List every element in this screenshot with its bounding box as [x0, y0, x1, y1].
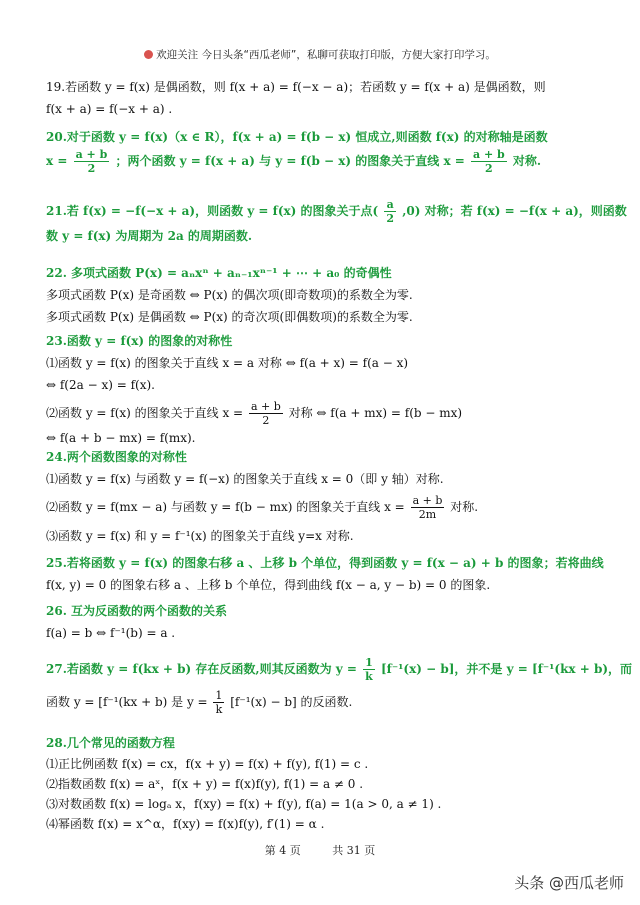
item-23-title: 23.函数 y = f(x) 的图象的对称性	[46, 334, 233, 348]
watermark-brand: 头条 @西瓜老师	[514, 874, 624, 892]
item-23-line-2: ⇔ f(2a − x) = f(x).	[46, 378, 155, 392]
fraction	[74, 148, 110, 175]
item-27-line-2	[46, 689, 598, 716]
item-20-line-2	[46, 148, 598, 175]
item-27-post: [f⁻¹(x) − b]，并不是 y = [f⁻¹(kx + b)，而	[381, 662, 633, 676]
item-27	[46, 656, 633, 716]
item-21-post: ,0) 对称；若 f(x) = −f(x + a)，则函数	[402, 204, 627, 218]
item-22-title: 22. 多项式函数 P(x) = aₙxⁿ + aₙ₋₁xⁿ⁻¹ + ⋯ + a₀ 的奇偶性	[46, 266, 392, 280]
item-28-line-2: ⑵指数函数 f(x) = aˣ，f(x + y) = f(x)f(y), f(1) = a ≠ 0 .	[46, 777, 364, 791]
fraction	[411, 494, 445, 521]
item-23-post: 对称 ⇔ f(a + mx) = f(b − mx)	[288, 406, 463, 420]
item-22	[46, 262, 598, 328]
item-20-line-1: 20.对于函数 y = f(x)（x ∈ R），f(x + a) = f(b − x) 恒成立,则函数 f(x) 的对称轴是函数	[46, 130, 548, 144]
item-21-pre: 21.若 f(x) = −f(−x + a)，则函数 y = f(x) 的图象关于点(	[46, 204, 379, 218]
item-22-line-1: 多项式函数 P(x) 是奇函数 ⇔ P(x) 的偶次项(即奇数项)的系数全为零.	[46, 288, 413, 302]
item-23-line-3	[46, 400, 598, 427]
fraction-numerator: a	[384, 198, 396, 212]
item-20-x-eq: x =	[46, 154, 68, 168]
fraction-numerator: 1	[365, 656, 373, 669]
item-24-line-1: ⑴函数 y = f(x) 与函数 y = f(−x) 的图象关于直线 x = 0（即 y 轴）对称.	[46, 472, 444, 486]
item-26-line-1: f(a) = b ⇔ f⁻¹(b) = a .	[46, 626, 176, 640]
item-24-title: 24.两个函数图象的对称性	[46, 450, 187, 464]
item-19-line-1: 19.若函数 y = f(x) 是偶函数，则 f(x + a) = f(−x − a)；若函数 y = f(x + a) 是偶函数，则	[46, 80, 546, 94]
fraction	[384, 198, 396, 225]
watermelon-icon	[144, 50, 153, 59]
fraction-numerator: a + b	[75, 148, 108, 161]
item-22-line-2: 多项式函数 P(x) 是偶函数 ⇔ P(x) 的奇次项(即偶数项)的系数全为零.	[46, 310, 413, 324]
item-25	[46, 552, 604, 596]
item-19-line-2: f(x + a) = f(−x + a) .	[46, 102, 173, 116]
fraction-denominator: 2m	[418, 508, 437, 521]
item-24-post: 对称.	[450, 500, 479, 514]
item-27-line-1	[46, 656, 633, 683]
item-21-line-1	[46, 198, 627, 225]
item-26	[46, 600, 598, 644]
item-21-line-2: 数 y = f(x) 为周期为 2a 的周期函数.	[46, 229, 253, 243]
item-19	[46, 76, 598, 120]
page-footer	[0, 842, 640, 858]
fraction	[249, 400, 283, 427]
page-header	[0, 47, 640, 62]
fraction	[471, 148, 507, 175]
fraction-numerator: 1	[215, 689, 223, 702]
page-total: 共 31 页	[332, 844, 376, 857]
page-number: 第 4 页	[264, 844, 301, 857]
fraction-denominator: 2	[262, 414, 270, 427]
fraction-numerator: a + b	[473, 148, 505, 161]
fraction-denominator: k	[365, 670, 373, 683]
item-23	[46, 330, 598, 449]
item-20-mid: ；两个函数 y = f(x + a) 与 y = f(b − x) 的图象关于直线 x =	[115, 154, 465, 168]
fraction	[213, 689, 224, 716]
fraction-denominator: k	[215, 703, 223, 716]
fraction-numerator: a + b	[412, 494, 443, 507]
item-23-line-4: ⇔ f(a + b − mx) = f(mx).	[46, 431, 196, 445]
item-26-title: 26. 互为反函数的两个函数的关系	[46, 604, 228, 618]
item-24-pre: ⑵函数 y = f(mx − a) 与函数 y = f(b − mx) 的图象关于直线 x =	[46, 500, 405, 514]
item-24-line-2	[46, 494, 598, 521]
item-23-pre: ⑵函数 y = f(x) 的图象关于直线 x =	[46, 406, 244, 420]
fraction-denominator: 2	[386, 212, 395, 225]
item-28-line-4: ⑷幂函数 f(x) = x^α，f(xy) = f(x)f(y), f′(1) = α .	[46, 817, 325, 831]
item-27-line2-post: [f⁻¹(x) − b] 的反函数.	[230, 695, 353, 709]
item-25-line-2: f(x, y) = 0 的图象右移 a 、上移 b 个单位，得到曲线 f(x − a, y − b) = 0 的图象.	[46, 578, 491, 592]
item-27-pre: 27.若函数 y = f(kx + b) 存在反函数,则其反函数为 y =	[46, 662, 357, 676]
item-24-line-3: ⑶函数 y = f(x) 和 y = f⁻¹(x) 的图象关于直线 y=x 对称.	[46, 529, 354, 543]
item-24	[46, 446, 598, 547]
item-28-line-1: ⑴正比例函数 f(x) = cx，f(x + y) = f(x) + f(y), f(1) = c .	[46, 757, 369, 771]
fraction	[363, 656, 375, 683]
item-20-post: 对称.	[512, 154, 542, 168]
fraction-denominator: 2	[485, 162, 493, 175]
fraction-numerator: a + b	[250, 400, 281, 413]
item-27-line2-pre: 函数 y = [f⁻¹(kx + b) 是 y =	[46, 695, 208, 709]
header-text: 欢迎关注 今日头条“西瓜老师”，私聊可获取打印版，方便大家打印学习。	[156, 49, 496, 61]
item-25-line-1: 25.若将函数 y = f(x) 的图象右移 a 、上移 b 个单位，得到函数 y = f(x − a) + b 的图象；若将曲线	[46, 556, 604, 570]
fraction-denominator: 2	[87, 162, 96, 175]
item-20	[46, 126, 598, 175]
item-28-title: 28.几个常见的函数方程	[46, 736, 175, 750]
item-28	[46, 732, 598, 834]
item-23-line-1: ⑴函数 y = f(x) 的图象关于直线 x = a 对称 ⇔ f(a + x) = f(a − x)	[46, 356, 409, 370]
item-28-line-3: ⑶对数函数 f(x) = logₐ x，f(xy) = f(x) + f(y), f(a) = 1(a > 0, a ≠ 1) .	[46, 797, 442, 811]
item-21	[46, 198, 627, 247]
